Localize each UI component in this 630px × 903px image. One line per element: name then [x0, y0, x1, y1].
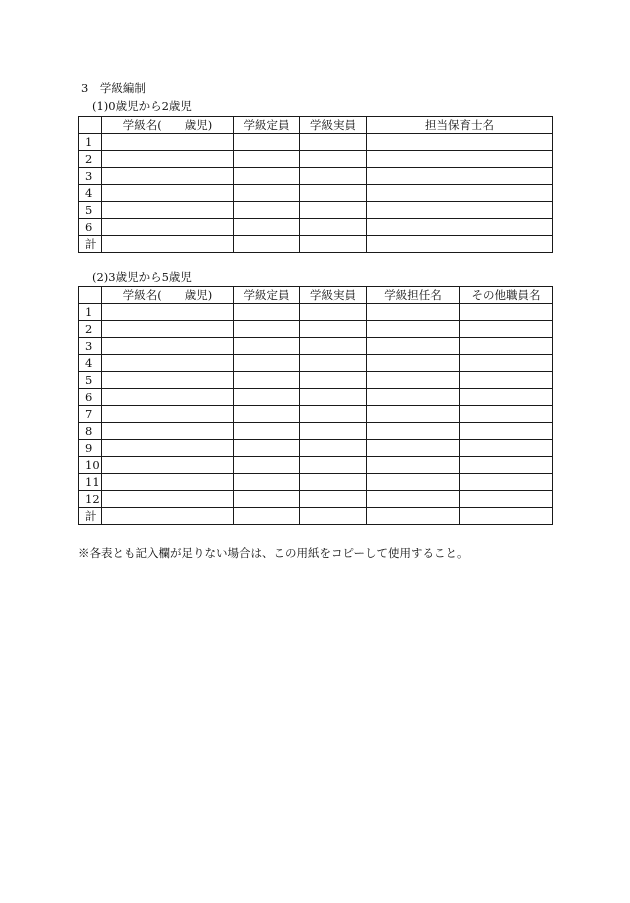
blank-entry-cell[interactable]	[460, 440, 553, 457]
row-number-cell: 計	[79, 236, 102, 253]
table-row	[79, 134, 553, 151]
blank-entry-cell[interactable]	[300, 338, 367, 355]
blank-entry-cell[interactable]	[102, 236, 234, 253]
blank-entry-cell[interactable]	[102, 457, 234, 474]
blank-entry-cell[interactable]	[460, 474, 553, 491]
blank-entry-cell[interactable]	[300, 321, 367, 338]
row-number-cell: 1	[79, 304, 102, 321]
blank-entry-cell[interactable]	[460, 508, 553, 525]
blank-entry-cell[interactable]	[102, 508, 234, 525]
row-number-cell: 6	[79, 389, 102, 406]
header-cell-number	[79, 287, 102, 304]
blank-entry-cell[interactable]	[460, 372, 553, 389]
blank-entry-cell[interactable]	[300, 304, 367, 321]
blank-entry-cell[interactable]	[300, 440, 367, 457]
table-row	[79, 372, 553, 389]
blank-entry-cell[interactable]	[300, 474, 367, 491]
header-cell-capacity: 学級定員	[234, 117, 300, 134]
table-row	[79, 304, 553, 321]
table-row	[79, 151, 553, 168]
blank-entry-cell[interactable]	[367, 168, 553, 185]
blank-entry-cell[interactable]	[234, 491, 300, 508]
row-number-cell: 9	[79, 440, 102, 457]
blank-entry-cell[interactable]	[367, 423, 460, 440]
row-number-cell: 1	[79, 134, 102, 151]
blank-entry-cell[interactable]	[234, 406, 300, 423]
blank-entry-cell[interactable]	[300, 151, 367, 168]
blank-entry-cell[interactable]	[300, 134, 367, 151]
blank-entry-cell[interactable]	[460, 406, 553, 423]
blank-entry-cell[interactable]	[367, 372, 460, 389]
row-number-cell: 5	[79, 202, 102, 219]
header-cell-enrollment: 学級実員	[300, 287, 367, 304]
blank-entry-cell[interactable]	[102, 202, 234, 219]
blank-entry-cell[interactable]	[234, 355, 300, 372]
row-number-cell: 6	[79, 219, 102, 236]
blank-entry-cell[interactable]	[102, 151, 234, 168]
blank-entry-cell[interactable]	[367, 134, 553, 151]
table-row	[79, 321, 553, 338]
table-row	[79, 236, 553, 253]
blank-entry-cell[interactable]	[234, 185, 300, 202]
blank-entry-cell[interactable]	[300, 185, 367, 202]
blank-entry-cell[interactable]	[367, 457, 460, 474]
header-cell-teacher: 担当保育士名	[367, 117, 553, 134]
header-cell-other-staff: その他職員名	[460, 287, 553, 304]
table-row	[79, 168, 553, 185]
section-title: 3 学級編制	[81, 81, 146, 95]
blank-entry-cell[interactable]	[102, 338, 234, 355]
table-row	[79, 457, 553, 474]
blank-entry-cell[interactable]	[460, 423, 553, 440]
blank-entry-cell[interactable]	[102, 372, 234, 389]
blank-entry-cell[interactable]	[300, 457, 367, 474]
row-number-cell: 11	[79, 474, 102, 491]
blank-entry-cell[interactable]	[234, 457, 300, 474]
row-number-cell: 4	[79, 185, 102, 202]
table-row	[79, 355, 553, 372]
blank-entry-cell[interactable]	[234, 202, 300, 219]
row-number-cell: 7	[79, 406, 102, 423]
row-number-cell: 計	[79, 508, 102, 525]
blank-entry-cell[interactable]	[102, 168, 234, 185]
blank-entry-cell[interactable]	[367, 474, 460, 491]
blank-entry-cell[interactable]	[234, 321, 300, 338]
blank-entry-cell[interactable]	[102, 389, 234, 406]
header-cell-capacity: 学級定員	[234, 287, 300, 304]
row-number-cell: 2	[79, 321, 102, 338]
blank-entry-cell[interactable]	[300, 508, 367, 525]
blank-entry-cell[interactable]	[234, 151, 300, 168]
blank-entry-cell[interactable]	[367, 151, 553, 168]
table-row	[79, 202, 553, 219]
blank-entry-cell[interactable]	[367, 440, 460, 457]
blank-entry-cell[interactable]	[460, 321, 553, 338]
blank-entry-cell[interactable]	[102, 304, 234, 321]
blank-entry-cell[interactable]	[234, 338, 300, 355]
header-cell-number	[79, 117, 102, 134]
blank-entry-cell[interactable]	[234, 219, 300, 236]
header-cell-class-name: 学級名( 歳児)	[102, 287, 234, 304]
blank-entry-cell[interactable]	[234, 168, 300, 185]
table-row	[79, 219, 553, 236]
blank-entry-cell[interactable]	[234, 389, 300, 406]
blank-entry-cell[interactable]	[367, 491, 460, 508]
row-number-cell: 8	[79, 423, 102, 440]
blank-entry-cell[interactable]	[102, 406, 234, 423]
table-header-row	[79, 117, 553, 134]
blank-entry-cell[interactable]	[102, 440, 234, 457]
table-row	[79, 338, 553, 355]
blank-entry-cell[interactable]	[102, 423, 234, 440]
blank-entry-cell[interactable]	[367, 185, 553, 202]
blank-entry-cell[interactable]	[234, 440, 300, 457]
table-row	[79, 508, 553, 525]
blank-entry-cell[interactable]	[300, 355, 367, 372]
table-row	[79, 423, 553, 440]
blank-entry-cell[interactable]	[460, 338, 553, 355]
blank-entry-cell[interactable]	[102, 134, 234, 151]
blank-entry-cell[interactable]	[300, 202, 367, 219]
row-number-cell: 3	[79, 168, 102, 185]
header-cell-class-name: 学級名( 歳児)	[102, 117, 234, 134]
blank-entry-cell[interactable]	[367, 202, 553, 219]
class-table-0-2	[78, 116, 553, 253]
blank-entry-cell[interactable]	[234, 134, 300, 151]
blank-entry-cell[interactable]	[460, 457, 553, 474]
row-number-cell: 10	[79, 457, 102, 474]
table-row	[79, 406, 553, 423]
table-header-row	[79, 287, 553, 304]
blank-entry-cell[interactable]	[300, 236, 367, 253]
table-row	[79, 491, 553, 508]
blank-entry-cell[interactable]	[367, 338, 460, 355]
table-row	[79, 185, 553, 202]
blank-entry-cell[interactable]	[300, 491, 367, 508]
blank-entry-cell[interactable]	[367, 304, 460, 321]
blank-entry-cell[interactable]	[300, 372, 367, 389]
blank-entry-cell[interactable]	[102, 491, 234, 508]
blank-entry-cell[interactable]	[102, 355, 234, 372]
blank-entry-cell[interactable]	[367, 355, 460, 372]
row-number-cell: 5	[79, 372, 102, 389]
blank-entry-cell[interactable]	[460, 491, 553, 508]
blank-entry-cell[interactable]	[300, 406, 367, 423]
blank-entry-cell[interactable]	[367, 389, 460, 406]
class-table-3-5	[78, 286, 553, 525]
blank-entry-cell[interactable]	[367, 236, 553, 253]
header-cell-homeroom-teacher: 学級担任名	[367, 287, 460, 304]
blank-entry-cell[interactable]	[102, 185, 234, 202]
blank-entry-cell[interactable]	[367, 508, 460, 525]
blank-entry-cell[interactable]	[300, 219, 367, 236]
blank-entry-cell[interactable]	[367, 219, 553, 236]
blank-entry-cell[interactable]	[234, 508, 300, 525]
blank-entry-cell[interactable]	[367, 406, 460, 423]
row-number-cell: 12	[79, 491, 102, 508]
blank-entry-cell[interactable]	[300, 389, 367, 406]
table2-title: (2)3歳児から5歳児	[92, 270, 192, 284]
blank-entry-cell[interactable]	[460, 355, 553, 372]
blank-entry-cell[interactable]	[460, 389, 553, 406]
blank-entry-cell[interactable]	[234, 236, 300, 253]
blank-entry-cell[interactable]	[234, 304, 300, 321]
table-row	[79, 474, 553, 491]
blank-entry-cell[interactable]	[460, 304, 553, 321]
blank-entry-cell[interactable]	[367, 321, 460, 338]
footer-note: ※各表とも記入欄が足りない場合は、この用紙をコピーして使用すること。	[78, 546, 469, 560]
table-row	[79, 440, 553, 457]
row-number-cell: 3	[79, 338, 102, 355]
blank-entry-cell[interactable]	[234, 474, 300, 491]
blank-entry-cell[interactable]	[234, 423, 300, 440]
blank-entry-cell[interactable]	[300, 168, 367, 185]
header-cell-enrollment: 学級実員	[300, 117, 367, 134]
blank-entry-cell[interactable]	[300, 423, 367, 440]
blank-entry-cell[interactable]	[102, 219, 234, 236]
row-number-cell: 2	[79, 151, 102, 168]
table1-title: (1)0歳児から2歳児	[92, 99, 192, 113]
blank-entry-cell[interactable]	[234, 372, 300, 389]
blank-entry-cell[interactable]	[102, 321, 234, 338]
row-number-cell: 4	[79, 355, 102, 372]
table-row	[79, 389, 553, 406]
blank-entry-cell[interactable]	[102, 474, 234, 491]
